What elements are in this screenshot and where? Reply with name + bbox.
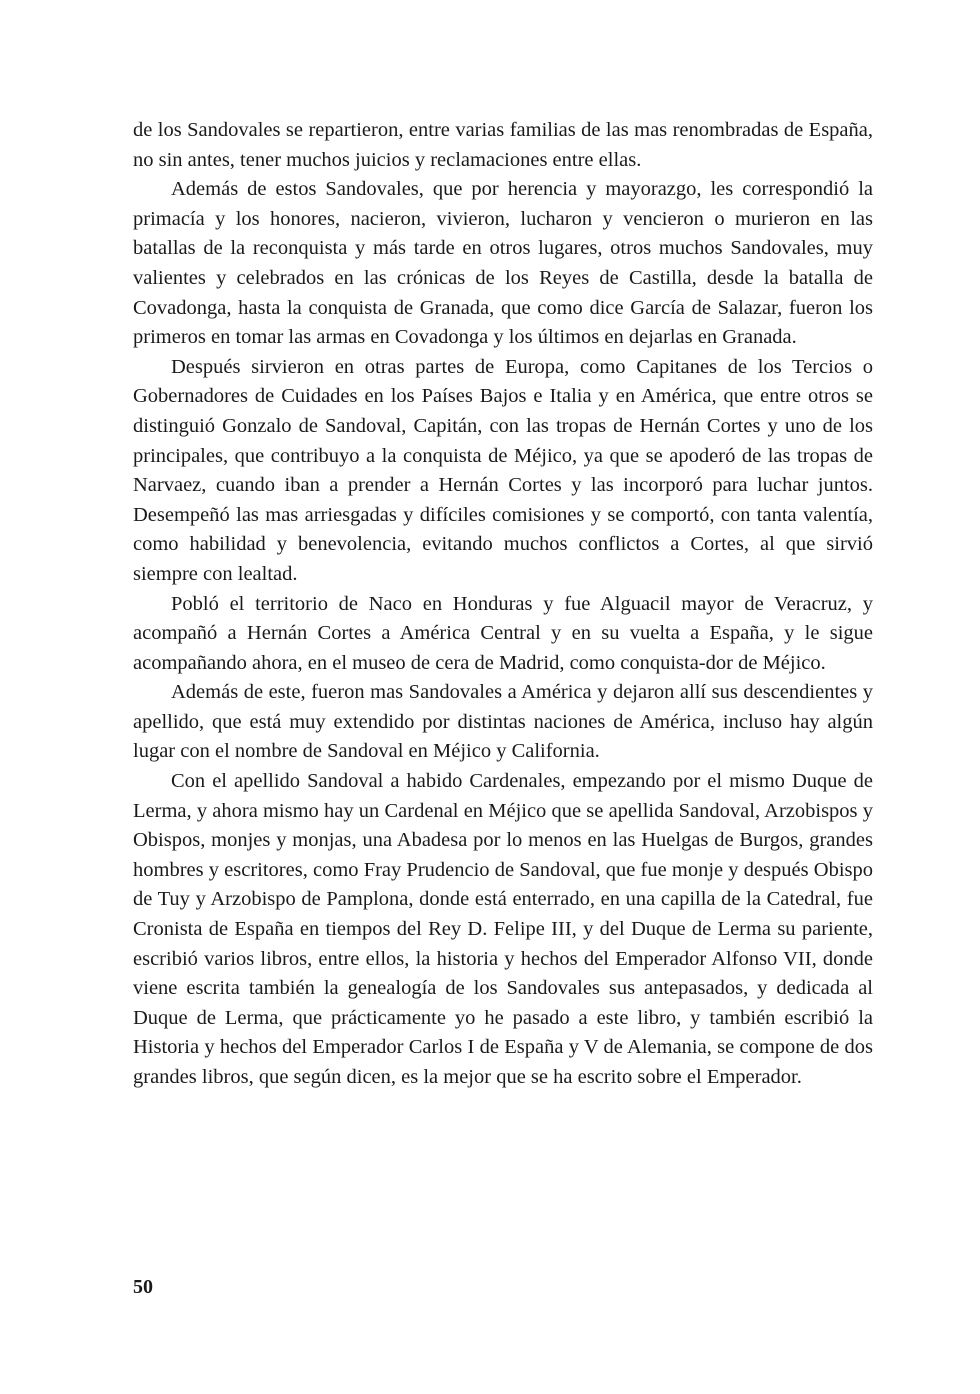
paragraph-3: Después sirvieron en otras partes de Europa, como Capitanes de los Tercios o Gobernadores de Cuidades en los Países Bajos e Italia y en América, que entre otros se distinguió Gonzalo de Sandoval, Capitán, con las tropas de Hernán Cortes y uno de los principales, que contribuyo a la conquista de Méjico, ya que se apoderó de las tropas de Narvaez, cuando iban a prender a Hernán Cortes y las incorporó para luchar juntos. Desempeñó las mas arriesgadas y difíciles comisiones y se comportó, con tanta valentía, como habilidad y benevolencia, evitando muchos conflictos a Cortes, al que sirvió siempre con lealtad. [133,355,873,585]
body-text [133,116,873,1093]
page-number: 50 [133,1276,153,1298]
paragraph-5: Además de este, fueron mas Sandovales a América y dejaron allí sus descendientes y apellido, que está muy extendido por distintas naciones de América, incluso hay algún lugar con el nombre de Sandoval en Méjico y California. [133,681,873,763]
paragraph-1: de los Sandovales se repartieron, entre varias familias de las mas renombradas de España, no sin antes, tener muchos juicios y reclamaciones entre ellas. [133,119,873,171]
paragraph-4: Pobló el territorio de Naco en Honduras y fue Alguacil mayor de Veracruz, y acompañó a Hernán Cortes a América Central y en su vuelta a España, y le sigue acompañando ahora, en el museo de cera de Madrid, como conquista-dor de Méjico. [133,592,873,674]
paragraph-2: Además de estos Sandovales, que por herencia y mayorazgo, les correspondió la primacía y los honores, nacieron, vivieron, lucharon y vencieron o murieron en las batallas de la reconquista y más tarde en otros lugares, otros muchos Sandovales, muy valientes y celebrados en las crónicas de los Reyes de Castilla, desde la batalla de Covadonga, hasta la conquista de Granada, que como dice García de Salazar, fueron los primeros en tomar las armas en Covadonga y los últimos en dejarlas en Granada. [133,178,873,349]
paragraph-6: Con el apellido Sandoval a habido Cardenales, empezando por el mismo Duque de Lerma, y ahora mismo hay un Cardenal en Méjico que se apellida Sandoval, Arzobispos y Obispos, monjes y monjas, una Abadesa por lo menos en las Huelgas de Burgos, grandes hombres y escritores, como Fray Prudencio de Sandoval, que fue monje y después Obispo de Tuy y Arzobispo de Pamplona, donde está enterrado, en una capilla de la Catedral, fue Cronista de España en tiempos del Rey D. Felipe III, y del Duque de Lerma su pariente, escribió varios libros, entre ellos, la historia y hechos del Emperador Alfonso VII, donde viene escrita también la genealogía de los Sandovales sus antepasados, y dedicada al Duque de Lerma, que prácticamente yo he pasado a este libro, y también escribió la Historia y hechos del Emperador Carlos I de España y V de Alemania, se compone de dos grandes libros, que según dicen, es la mejor que se ha escrito sobre el Emperador. [133,770,873,1088]
